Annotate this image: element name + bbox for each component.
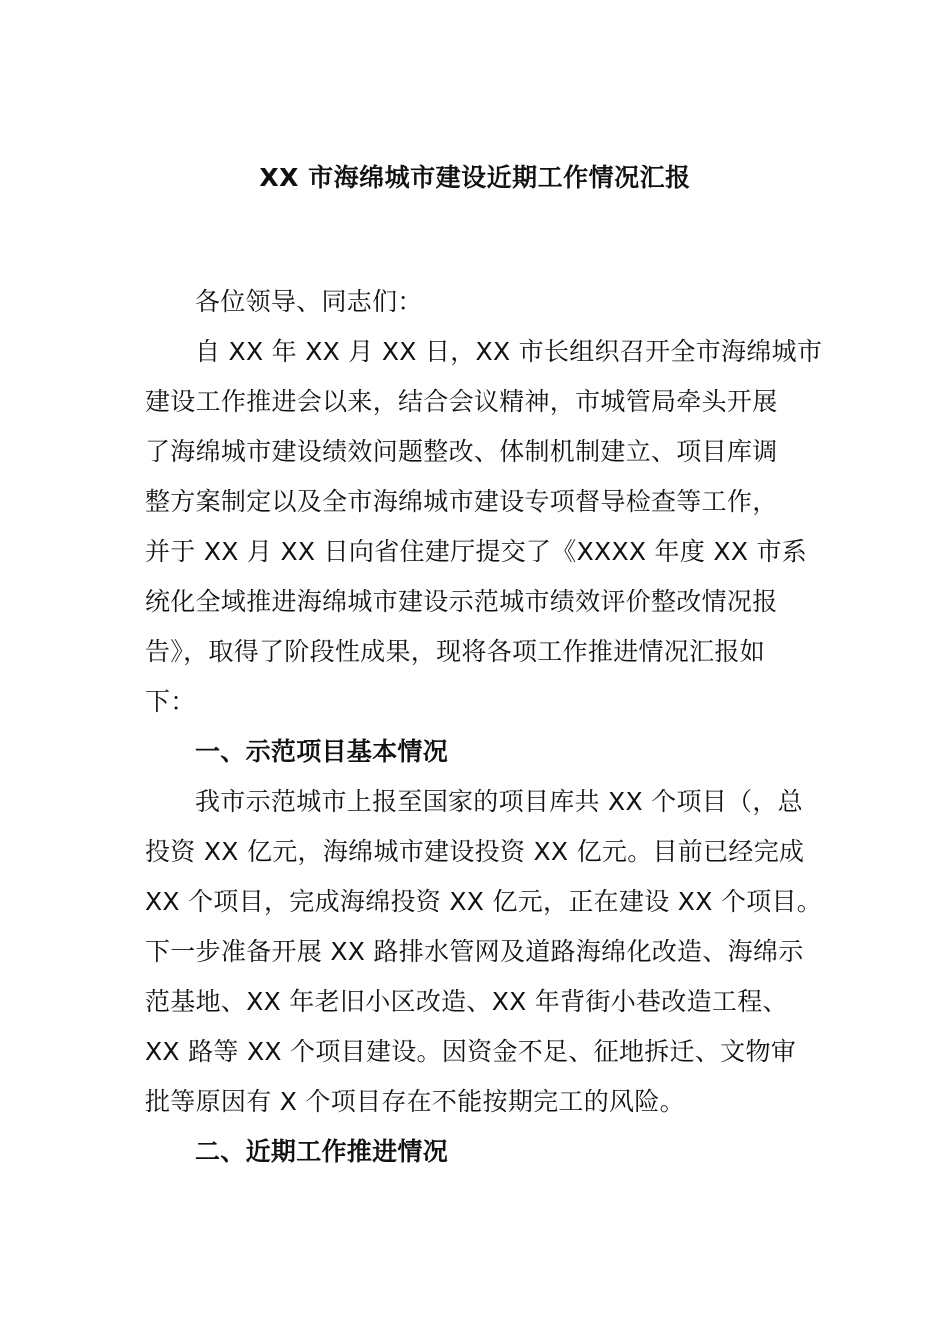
greeting-line: 各位领导、同志们： <box>195 287 423 316</box>
document-title: XX 市海绵城市建设近期工作情况汇报 <box>259 163 691 192</box>
paragraph-line: XX 个项目，完成海绵投资 XX 亿元，正在建设 XX 个项目。 <box>145 887 823 916</box>
paragraph-line: 投资 XX 亿元，海绵城市建设投资 XX 亿元。目前已经完成 <box>145 837 805 866</box>
paragraph-line: 建设工作推进会以来，结合会议精神，市城管局牵头开展 <box>145 387 778 416</box>
paragraph-line: 我市示范城市上报至国家的项目库共 XX 个项目（，总 <box>195 787 803 816</box>
section-heading-2 <box>145 1127 810 1177</box>
section-heading-1 <box>145 727 810 777</box>
paragraph-line: 整方案制定以及全市海绵城市建设专项督导检查等工作， <box>145 487 778 516</box>
section-heading-text: 一、示范项目基本情况 <box>195 737 449 766</box>
paragraph-line: 自 XX 年 XX 月 XX 日，XX 市长组织召开全市海绵城市 <box>195 337 823 366</box>
paragraph-line: 下一步准备开展 XX 路排水管网及道路海绵化改造、海绵示 <box>145 937 804 966</box>
paragraph-line: 了海绵城市建设绩效问题整改、体制机制建立、项目库调 <box>145 437 778 466</box>
paragraph-line: XX 路等 XX 个项目建设。因资金不足、征地拆迁、文物审 <box>145 1037 797 1066</box>
paragraph-line: 统化全域推进海绵城市建设示范城市绩效评价整改情况报 <box>145 587 778 616</box>
paragraph-line: 下： <box>145 687 196 716</box>
paragraph-line: 批等原因有 X 个项目存在不能按期完工的风险。 <box>145 1087 685 1116</box>
paragraph-projects <box>145 777 823 1127</box>
paragraph-intro <box>145 327 823 727</box>
paragraph-line: 范基地、XX 年老旧小区改造、XX 年背街小巷改造工程、 <box>145 987 788 1016</box>
greeting <box>145 277 810 327</box>
paragraph-line: 并于 XX 月 XX 日向省住建厅提交了《XXXX 年度 XX 市系 <box>145 537 808 566</box>
section-heading-text: 二、近期工作推进情况 <box>195 1137 449 1166</box>
paragraph-line: 告》，取得了阶段性成果，现将各项工作推进情况汇报如 <box>145 637 766 666</box>
